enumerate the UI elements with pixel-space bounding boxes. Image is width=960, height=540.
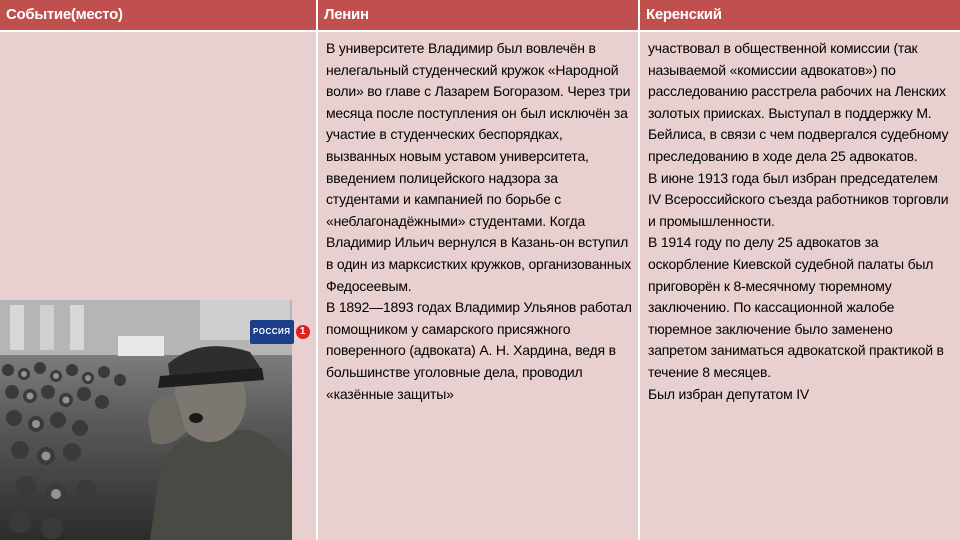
event-cell bbox=[0, 32, 318, 540]
kerensky-cell bbox=[640, 32, 960, 540]
channel-logo bbox=[250, 320, 310, 344]
lenin-paragraph-1: В университете Владимир был вовлечён в нелегальный студенческий кружок «Народной воли» во главе с Лазарем Богоразом. Через три месяца после поступления он был исключён за участие в студенческих беспорядках, вызванных новым уставом университета, введением полицейского надзора за студентами и кампанией по борьбе с «неблагонадёжными» студентами. Когда Владимир Ильич вернулся в Казань-он вступил в один из марксистких кружков, организованных Федосеевым. bbox=[326, 40, 632, 294]
channel-logo-number: 1 bbox=[296, 325, 310, 339]
header-lenin: Ленин bbox=[318, 0, 640, 32]
kerensky-paragraph-1: участвовал в общественной комиссии (так называемой «комиссии адвокатов») по расследованию расстрела рабочих на Ленских золотых приисках. Выступал в поддержку М. Бейлиса, в связи с чем подвергался судебному преследованию в ходе дела 25 адвокатов. bbox=[648, 40, 949, 164]
kerensky-paragraph-4: Был избран депутатом IV bbox=[648, 385, 810, 402]
kerensky-paragraph-3: В 1914 году по делу 25 адвокатов за оскорбление Киевской судебной палаты был приговорён к 8-месячному тюремному заключению. По кассационной жалобе тюремное заключение было заменено запретом заниматься адвокатской практикой в течение 8 месяцев. bbox=[648, 234, 944, 380]
kerensky-paragraph-2: В июне 1913 года был избран председателем IV Всероссийского съезда работников торговли и промышленности. bbox=[648, 169, 949, 229]
historical-photo bbox=[0, 300, 306, 540]
speaker-photo-image bbox=[0, 300, 292, 540]
channel-logo-text: РОССИЯ bbox=[250, 320, 294, 344]
header-kerensky: Керенский bbox=[640, 0, 960, 32]
header-event: Событие(место) bbox=[0, 0, 318, 32]
lenin-cell bbox=[318, 32, 640, 540]
lenin-paragraph-2: В 1892—1893 годах Владимир Ульянов работал помощником у самарского присяжного поверенного (адвоката) А. Н. Хардина, ведя в большинстве уголовные дела, проводил «казённые защиты» bbox=[326, 299, 632, 402]
